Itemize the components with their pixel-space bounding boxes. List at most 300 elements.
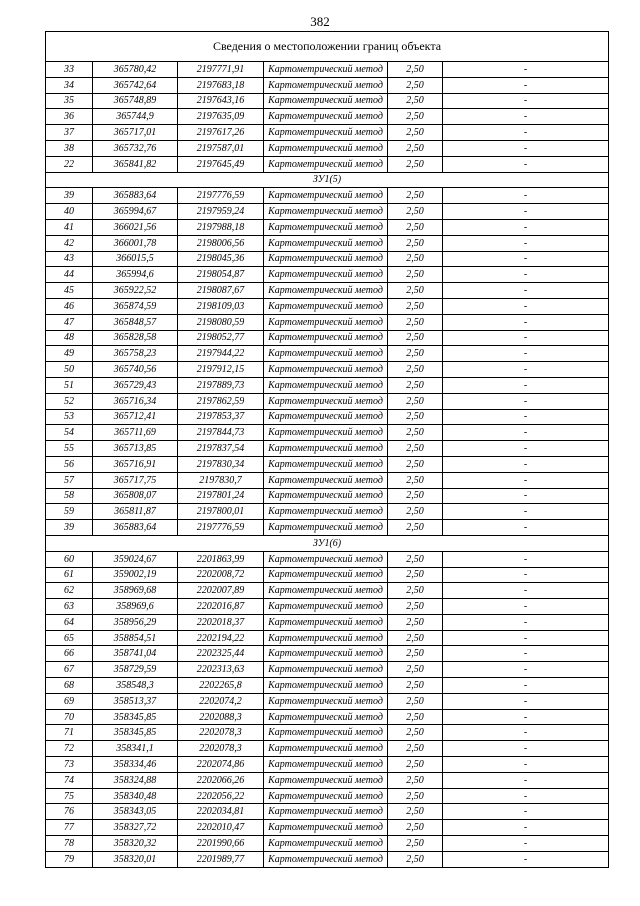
table-body	[46, 32, 609, 868]
x-coordinate-cell: 365808,07	[93, 488, 178, 504]
point-number-cell: 35	[46, 93, 93, 109]
section-label: ЗУ1(5)	[46, 172, 609, 188]
table-row	[46, 62, 609, 78]
method-cell: Картометрический метод	[264, 330, 388, 346]
method-cell: Картометрический метод	[264, 614, 388, 630]
table-row	[46, 472, 609, 488]
table-row	[46, 741, 609, 757]
description-cell: -	[443, 283, 609, 299]
accuracy-cell: 2,50	[388, 741, 443, 757]
x-coordinate-cell: 358327,72	[93, 820, 178, 836]
x-coordinate-cell: 365994,67	[93, 204, 178, 220]
accuracy-cell: 2,50	[388, 599, 443, 615]
point-number-cell: 43	[46, 251, 93, 267]
description-cell: -	[443, 188, 609, 204]
point-number-cell: 48	[46, 330, 93, 346]
table-row	[46, 219, 609, 235]
y-coordinate-cell: 2197683,18	[178, 77, 264, 93]
accuracy-cell: 2,50	[388, 188, 443, 204]
point-number-cell: 71	[46, 725, 93, 741]
x-coordinate-cell: 358345,85	[93, 709, 178, 725]
accuracy-cell: 2,50	[388, 693, 443, 709]
x-coordinate-cell: 365748,89	[93, 93, 178, 109]
table-row	[46, 267, 609, 283]
y-coordinate-cell: 2202016,87	[178, 599, 264, 615]
method-cell: Картометрический метод	[264, 377, 388, 393]
description-cell: -	[443, 251, 609, 267]
accuracy-cell: 2,50	[388, 393, 443, 409]
method-cell: Картометрический метод	[264, 362, 388, 378]
point-number-cell: 74	[46, 772, 93, 788]
method-cell: Картометрический метод	[264, 583, 388, 599]
y-coordinate-cell: 2198052,77	[178, 330, 264, 346]
point-number-cell: 55	[46, 441, 93, 457]
accuracy-cell: 2,50	[388, 377, 443, 393]
table-row	[46, 456, 609, 472]
accuracy-cell: 2,50	[388, 630, 443, 646]
table-row	[46, 393, 609, 409]
y-coordinate-cell: 2202056,22	[178, 788, 264, 804]
y-coordinate-cell: 2197801,24	[178, 488, 264, 504]
y-coordinate-cell: 2202078,3	[178, 725, 264, 741]
x-coordinate-cell: 358345,85	[93, 725, 178, 741]
table-row	[46, 614, 609, 630]
point-number-cell: 59	[46, 504, 93, 520]
accuracy-cell: 2,50	[388, 219, 443, 235]
description-cell: -	[443, 725, 609, 741]
method-cell: Картометрический метод	[264, 219, 388, 235]
description-cell: -	[443, 662, 609, 678]
x-coordinate-cell: 366001,78	[93, 235, 178, 251]
table-row	[46, 425, 609, 441]
x-coordinate-cell: 358741,04	[93, 646, 178, 662]
accuracy-cell: 2,50	[388, 472, 443, 488]
accuracy-cell: 2,50	[388, 757, 443, 773]
description-cell: -	[443, 614, 609, 630]
description-cell: -	[443, 693, 609, 709]
y-coordinate-cell: 2201990,66	[178, 836, 264, 852]
x-coordinate-cell: 365811,87	[93, 504, 178, 520]
x-coordinate-cell: 366015,5	[93, 251, 178, 267]
point-number-cell: 34	[46, 77, 93, 93]
table-row	[46, 235, 609, 251]
description-cell: -	[443, 520, 609, 536]
boundary-table	[45, 31, 609, 868]
method-cell: Картометрический метод	[264, 757, 388, 773]
y-coordinate-cell: 2202008,72	[178, 567, 264, 583]
point-number-cell: 44	[46, 267, 93, 283]
accuracy-cell: 2,50	[388, 567, 443, 583]
accuracy-cell: 2,50	[388, 362, 443, 378]
y-coordinate-cell: 2202007,89	[178, 583, 264, 599]
y-coordinate-cell: 2198006,56	[178, 235, 264, 251]
x-coordinate-cell: 365732,76	[93, 140, 178, 156]
y-coordinate-cell: 2198080,59	[178, 314, 264, 330]
description-cell: -	[443, 425, 609, 441]
point-number-cell: 39	[46, 188, 93, 204]
table-row	[46, 678, 609, 694]
x-coordinate-cell: 359002,19	[93, 567, 178, 583]
description-cell: -	[443, 393, 609, 409]
accuracy-cell: 2,50	[388, 851, 443, 867]
y-coordinate-cell: 2202088,3	[178, 709, 264, 725]
point-number-cell: 65	[46, 630, 93, 646]
y-coordinate-cell: 2197800,01	[178, 504, 264, 520]
y-coordinate-cell: 2197830,34	[178, 456, 264, 472]
table-row	[46, 599, 609, 615]
section-label: ЗУ1(6)	[46, 535, 609, 551]
description-cell: -	[443, 330, 609, 346]
table-title: Сведения о местоположении границ объекта	[46, 32, 609, 62]
x-coordinate-cell: 365712,41	[93, 409, 178, 425]
section-header-row	[46, 172, 609, 188]
accuracy-cell: 2,50	[388, 156, 443, 172]
table-row	[46, 251, 609, 267]
accuracy-cell: 2,50	[388, 836, 443, 852]
y-coordinate-cell: 2202074,2	[178, 693, 264, 709]
accuracy-cell: 2,50	[388, 488, 443, 504]
table-row	[46, 109, 609, 125]
y-coordinate-cell: 2197853,37	[178, 409, 264, 425]
method-cell: Картометрический метод	[264, 599, 388, 615]
accuracy-cell: 2,50	[388, 725, 443, 741]
table-row	[46, 298, 609, 314]
point-number-cell: 49	[46, 346, 93, 362]
point-number-cell: 68	[46, 678, 93, 694]
y-coordinate-cell: 2198109,03	[178, 298, 264, 314]
description-cell: -	[443, 583, 609, 599]
y-coordinate-cell: 2197844,73	[178, 425, 264, 441]
x-coordinate-cell: 358341,1	[93, 741, 178, 757]
description-cell: -	[443, 441, 609, 457]
method-cell: Картометрический метод	[264, 346, 388, 362]
table-row	[46, 314, 609, 330]
method-cell: Картометрический метод	[264, 425, 388, 441]
point-number-cell: 78	[46, 836, 93, 852]
y-coordinate-cell: 2202194,22	[178, 630, 264, 646]
point-number-cell: 61	[46, 567, 93, 583]
accuracy-cell: 2,50	[388, 425, 443, 441]
description-cell: -	[443, 314, 609, 330]
description-cell: -	[443, 488, 609, 504]
description-cell: -	[443, 409, 609, 425]
table-row	[46, 204, 609, 220]
accuracy-cell: 2,50	[388, 409, 443, 425]
method-cell: Картометрический метод	[264, 109, 388, 125]
description-cell: -	[443, 851, 609, 867]
description-cell: -	[443, 757, 609, 773]
description-cell: -	[443, 267, 609, 283]
point-number-cell: 67	[46, 662, 93, 678]
table-row	[46, 77, 609, 93]
description-cell: -	[443, 362, 609, 378]
accuracy-cell: 2,50	[388, 551, 443, 567]
table-row	[46, 346, 609, 362]
x-coordinate-cell: 365744,9	[93, 109, 178, 125]
point-number-cell: 38	[46, 140, 93, 156]
y-coordinate-cell: 2197617,26	[178, 125, 264, 141]
table-row	[46, 567, 609, 583]
point-number-cell: 36	[46, 109, 93, 125]
accuracy-cell: 2,50	[388, 93, 443, 109]
y-coordinate-cell: 2197587,01	[178, 140, 264, 156]
table-row	[46, 140, 609, 156]
table-row	[46, 583, 609, 599]
x-coordinate-cell: 358548,3	[93, 678, 178, 694]
point-number-cell: 77	[46, 820, 93, 836]
method-cell: Картометрический метод	[264, 520, 388, 536]
y-coordinate-cell: 2202313,63	[178, 662, 264, 678]
y-coordinate-cell: 2197889,73	[178, 377, 264, 393]
table-row	[46, 362, 609, 378]
point-number-cell: 79	[46, 851, 93, 867]
x-coordinate-cell: 365711,69	[93, 425, 178, 441]
table-row	[46, 662, 609, 678]
y-coordinate-cell: 2197988,18	[178, 219, 264, 235]
method-cell: Картометрический метод	[264, 188, 388, 204]
table-row	[46, 693, 609, 709]
method-cell: Картометрический метод	[264, 662, 388, 678]
description-cell: -	[443, 567, 609, 583]
accuracy-cell: 2,50	[388, 109, 443, 125]
y-coordinate-cell: 2202010,47	[178, 820, 264, 836]
table-row	[46, 156, 609, 172]
x-coordinate-cell: 365758,23	[93, 346, 178, 362]
y-coordinate-cell: 2197776,59	[178, 520, 264, 536]
method-cell: Картометрический метод	[264, 630, 388, 646]
y-coordinate-cell: 2197837,54	[178, 441, 264, 457]
y-coordinate-cell: 2197959,24	[178, 204, 264, 220]
x-coordinate-cell: 358320,32	[93, 836, 178, 852]
x-coordinate-cell: 358340,48	[93, 788, 178, 804]
description-cell: -	[443, 551, 609, 567]
accuracy-cell: 2,50	[388, 614, 443, 630]
method-cell: Картометрический метод	[264, 409, 388, 425]
x-coordinate-cell: 359024,67	[93, 551, 178, 567]
x-coordinate-cell: 358956,29	[93, 614, 178, 630]
method-cell: Картометрический метод	[264, 283, 388, 299]
y-coordinate-cell: 2197830,7	[178, 472, 264, 488]
point-number-cell: 76	[46, 804, 93, 820]
method-cell: Картометрический метод	[264, 567, 388, 583]
accuracy-cell: 2,50	[388, 283, 443, 299]
table-row	[46, 283, 609, 299]
method-cell: Картометрический метод	[264, 741, 388, 757]
point-number-cell: 64	[46, 614, 93, 630]
description-cell: -	[443, 741, 609, 757]
point-number-cell: 39	[46, 520, 93, 536]
accuracy-cell: 2,50	[388, 235, 443, 251]
description-cell: -	[443, 804, 609, 820]
table-row	[46, 93, 609, 109]
x-coordinate-cell: 358320,01	[93, 851, 178, 867]
point-number-cell: 51	[46, 377, 93, 393]
y-coordinate-cell: 2198054,87	[178, 267, 264, 283]
table-row	[46, 188, 609, 204]
description-cell: -	[443, 772, 609, 788]
point-number-cell: 54	[46, 425, 93, 441]
table-row	[46, 646, 609, 662]
accuracy-cell: 2,50	[388, 804, 443, 820]
table-row	[46, 725, 609, 741]
point-number-cell: 57	[46, 472, 93, 488]
method-cell: Картометрический метод	[264, 836, 388, 852]
accuracy-cell: 2,50	[388, 441, 443, 457]
table-row	[46, 851, 609, 867]
x-coordinate-cell: 365848,57	[93, 314, 178, 330]
accuracy-cell: 2,50	[388, 204, 443, 220]
accuracy-cell: 2,50	[388, 520, 443, 536]
table-row	[46, 504, 609, 520]
section-header-row	[46, 535, 609, 551]
method-cell: Картометрический метод	[264, 472, 388, 488]
description-cell: -	[443, 377, 609, 393]
x-coordinate-cell: 365717,75	[93, 472, 178, 488]
method-cell: Картометрический метод	[264, 77, 388, 93]
y-coordinate-cell: 2202018,37	[178, 614, 264, 630]
accuracy-cell: 2,50	[388, 298, 443, 314]
y-coordinate-cell: 2198045,36	[178, 251, 264, 267]
point-number-cell: 41	[46, 219, 93, 235]
method-cell: Картометрический метод	[264, 709, 388, 725]
accuracy-cell: 2,50	[388, 140, 443, 156]
table-row	[46, 330, 609, 346]
table-row	[46, 409, 609, 425]
method-cell: Картометрический метод	[264, 551, 388, 567]
description-cell: -	[443, 630, 609, 646]
y-coordinate-cell: 2202034,81	[178, 804, 264, 820]
point-number-cell: 53	[46, 409, 93, 425]
accuracy-cell: 2,50	[388, 646, 443, 662]
point-number-cell: 70	[46, 709, 93, 725]
description-cell: -	[443, 346, 609, 362]
accuracy-cell: 2,50	[388, 662, 443, 678]
x-coordinate-cell: 366021,56	[93, 219, 178, 235]
description-cell: -	[443, 709, 609, 725]
description-cell: -	[443, 125, 609, 141]
y-coordinate-cell: 2201863,99	[178, 551, 264, 567]
accuracy-cell: 2,50	[388, 678, 443, 694]
point-number-cell: 47	[46, 314, 93, 330]
method-cell: Картометрический метод	[264, 488, 388, 504]
description-cell: -	[443, 472, 609, 488]
point-number-cell: 73	[46, 757, 93, 773]
method-cell: Картометрический метод	[264, 804, 388, 820]
x-coordinate-cell: 365994,6	[93, 267, 178, 283]
point-number-cell: 63	[46, 599, 93, 615]
description-cell: -	[443, 219, 609, 235]
accuracy-cell: 2,50	[388, 77, 443, 93]
point-number-cell: 37	[46, 125, 93, 141]
description-cell: -	[443, 298, 609, 314]
x-coordinate-cell: 365717,01	[93, 125, 178, 141]
y-coordinate-cell: 2202078,3	[178, 741, 264, 757]
description-cell: -	[443, 62, 609, 78]
method-cell: Картометрический метод	[264, 204, 388, 220]
y-coordinate-cell: 2197776,59	[178, 188, 264, 204]
description-cell: -	[443, 204, 609, 220]
x-coordinate-cell: 365742,64	[93, 77, 178, 93]
y-coordinate-cell: 2202066,26	[178, 772, 264, 788]
point-number-cell: 40	[46, 204, 93, 220]
method-cell: Картометрический метод	[264, 62, 388, 78]
accuracy-cell: 2,50	[388, 772, 443, 788]
method-cell: Картометрический метод	[264, 267, 388, 283]
point-number-cell: 66	[46, 646, 93, 662]
method-cell: Картометрический метод	[264, 235, 388, 251]
y-coordinate-cell: 2197862,59	[178, 393, 264, 409]
table-row	[46, 441, 609, 457]
table-row	[46, 788, 609, 804]
description-cell: -	[443, 109, 609, 125]
y-coordinate-cell: 2197912,15	[178, 362, 264, 378]
method-cell: Картометрический метод	[264, 678, 388, 694]
table-row	[46, 804, 609, 820]
point-number-cell: 42	[46, 235, 93, 251]
method-cell: Картометрический метод	[264, 851, 388, 867]
x-coordinate-cell: 358969,6	[93, 599, 178, 615]
method-cell: Картометрический метод	[264, 393, 388, 409]
method-cell: Картометрический метод	[264, 772, 388, 788]
accuracy-cell: 2,50	[388, 314, 443, 330]
x-coordinate-cell: 365874,59	[93, 298, 178, 314]
table-row	[46, 820, 609, 836]
point-number-cell: 45	[46, 283, 93, 299]
x-coordinate-cell: 365780,42	[93, 62, 178, 78]
description-cell: -	[443, 504, 609, 520]
x-coordinate-cell: 365841,82	[93, 156, 178, 172]
x-coordinate-cell: 358513,37	[93, 693, 178, 709]
method-cell: Картометрический метод	[264, 156, 388, 172]
accuracy-cell: 2,50	[388, 820, 443, 836]
accuracy-cell: 2,50	[388, 125, 443, 141]
x-coordinate-cell: 365740,56	[93, 362, 178, 378]
point-number-cell: 46	[46, 298, 93, 314]
x-coordinate-cell: 358343,05	[93, 804, 178, 820]
point-number-cell: 33	[46, 62, 93, 78]
method-cell: Картометрический метод	[264, 125, 388, 141]
x-coordinate-cell: 358854,51	[93, 630, 178, 646]
description-cell: -	[443, 788, 609, 804]
accuracy-cell: 2,50	[388, 788, 443, 804]
accuracy-cell: 2,50	[388, 330, 443, 346]
method-cell: Картометрический метод	[264, 140, 388, 156]
x-coordinate-cell: 365883,64	[93, 188, 178, 204]
x-coordinate-cell: 358324,88	[93, 772, 178, 788]
description-cell: -	[443, 156, 609, 172]
x-coordinate-cell: 358729,59	[93, 662, 178, 678]
y-coordinate-cell: 2198087,67	[178, 283, 264, 299]
method-cell: Картометрический метод	[264, 456, 388, 472]
x-coordinate-cell: 365922,52	[93, 283, 178, 299]
description-cell: -	[443, 599, 609, 615]
method-cell: Картометрический метод	[264, 441, 388, 457]
x-coordinate-cell: 365828,58	[93, 330, 178, 346]
description-cell: -	[443, 456, 609, 472]
table-row	[46, 551, 609, 567]
accuracy-cell: 2,50	[388, 456, 443, 472]
accuracy-cell: 2,50	[388, 504, 443, 520]
page-number: 382	[310, 14, 330, 29]
point-number-cell: 60	[46, 551, 93, 567]
description-cell: -	[443, 820, 609, 836]
description-cell: -	[443, 77, 609, 93]
point-number-cell: 58	[46, 488, 93, 504]
y-coordinate-cell: 2197635,09	[178, 109, 264, 125]
accuracy-cell: 2,50	[388, 346, 443, 362]
description-cell: -	[443, 836, 609, 852]
description-cell: -	[443, 646, 609, 662]
